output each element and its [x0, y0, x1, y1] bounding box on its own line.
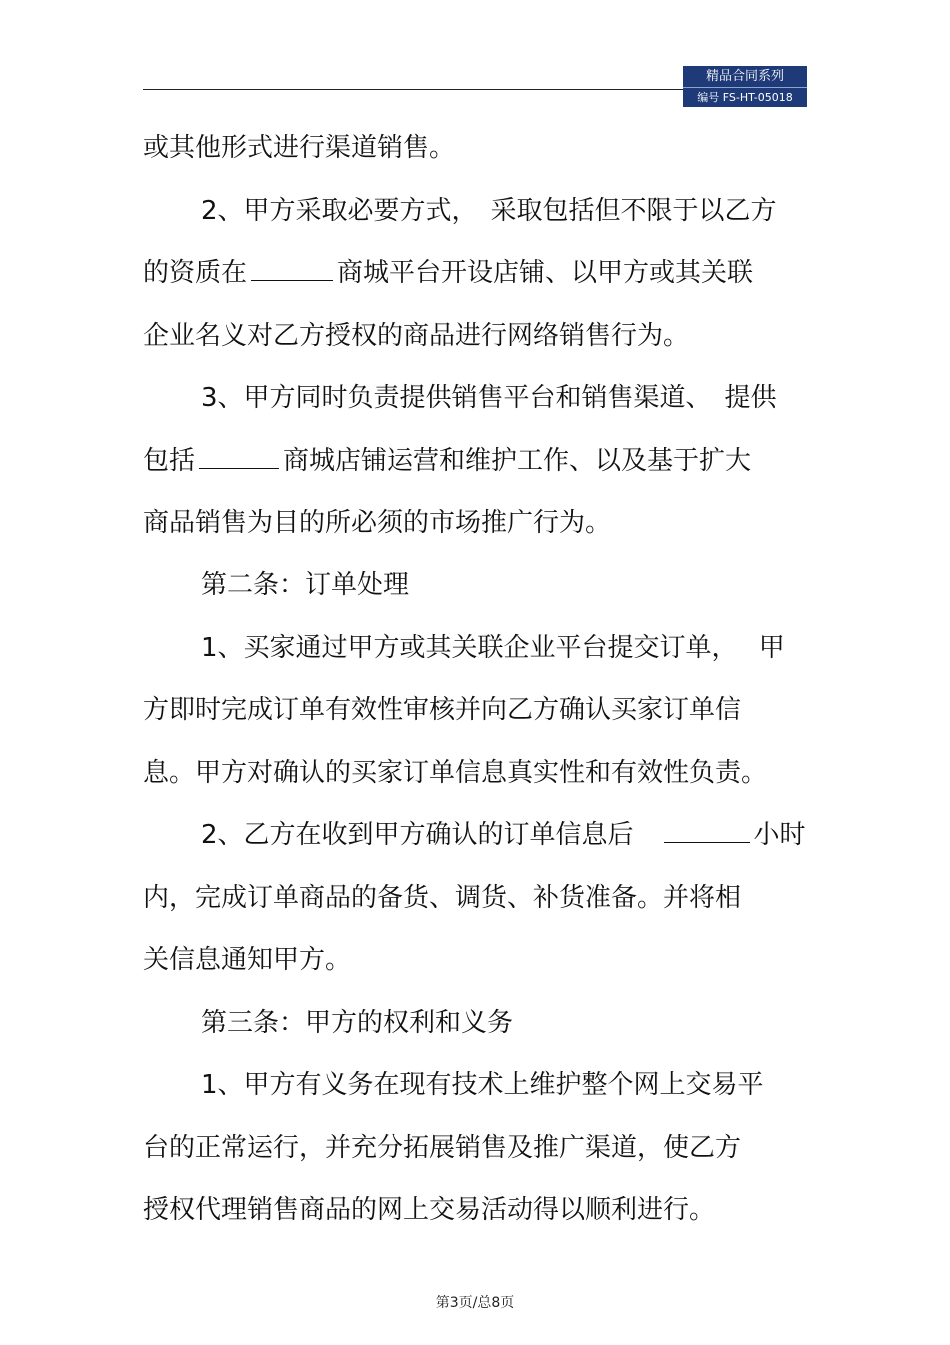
- text-line-6-end: 商城店铺运营和维护工作、以及基于扩大: [283, 446, 752, 476]
- text-line-12-end: 小时: [753, 820, 806, 850]
- text-line-2: 2、甲方采取必要方式， 采取包括但不限于以乙方: [201, 196, 777, 226]
- text-line-9: 1、买家通过甲方或其关联企业平台提交订单， 甲: [201, 633, 785, 663]
- text-line-7: 商品销售为目的所必须的市场推广行为。: [143, 508, 612, 538]
- fill-blank-mall-2: [199, 446, 279, 469]
- text-line-16: 1、甲方有义务在现有技术上维护整个网上交易平: [201, 1070, 764, 1100]
- text-line-6: [143, 444, 751, 478]
- text-line-3: [143, 256, 753, 290]
- text-line-1: 或其他形式进行渠道销售。: [143, 133, 456, 163]
- fill-blank-hours: [664, 820, 750, 843]
- section-heading-2: 第二条：订单处理: [201, 570, 410, 600]
- header-series: 精品合同系列: [683, 66, 807, 88]
- text-line-13: 内，完成订单商品的备货、调货、补货准备。并将相: [143, 883, 742, 913]
- page-number: 第3页/总8页: [435, 1295, 515, 1311]
- text-line-17: 台的正常运行，并充分拓展销售及推广渠道，使乙方: [143, 1133, 742, 1163]
- text-line-6-start: 包括: [143, 446, 196, 476]
- text-line-4: 企业名义对乙方授权的商品进行网络销售行为。: [143, 321, 690, 351]
- text-line-3-start: 的资质在: [143, 258, 248, 288]
- fill-blank-mall-1: [251, 258, 333, 281]
- header-rule: [143, 89, 683, 90]
- header-badge: [683, 66, 807, 107]
- text-line-3-end: 商城平台开设店铺、以甲方或其关联: [337, 258, 754, 288]
- text-line-14: 关信息通知甲方。: [143, 945, 352, 975]
- text-line-5: 3、甲方同时负责提供销售平台和销售渠道、 提供: [201, 383, 777, 413]
- text-line-12-start: 2、乙方在收到甲方确认的订单信息后: [201, 820, 634, 850]
- text-line-11: 息。甲方对确认的买家订单信息真实性和有效性负责。: [143, 758, 768, 788]
- text-line-12: [201, 818, 806, 852]
- text-line-18: 授权代理销售商品的网上交易活动得以顺利进行。: [143, 1195, 716, 1225]
- header-code: 编号 FS-HT-05018: [697, 91, 793, 104]
- text-line-10: 方即时完成订单有效性审核并向乙方确认买家订单信: [143, 695, 742, 725]
- section-heading-3: 第三条：甲方的权利和义务: [201, 1008, 514, 1038]
